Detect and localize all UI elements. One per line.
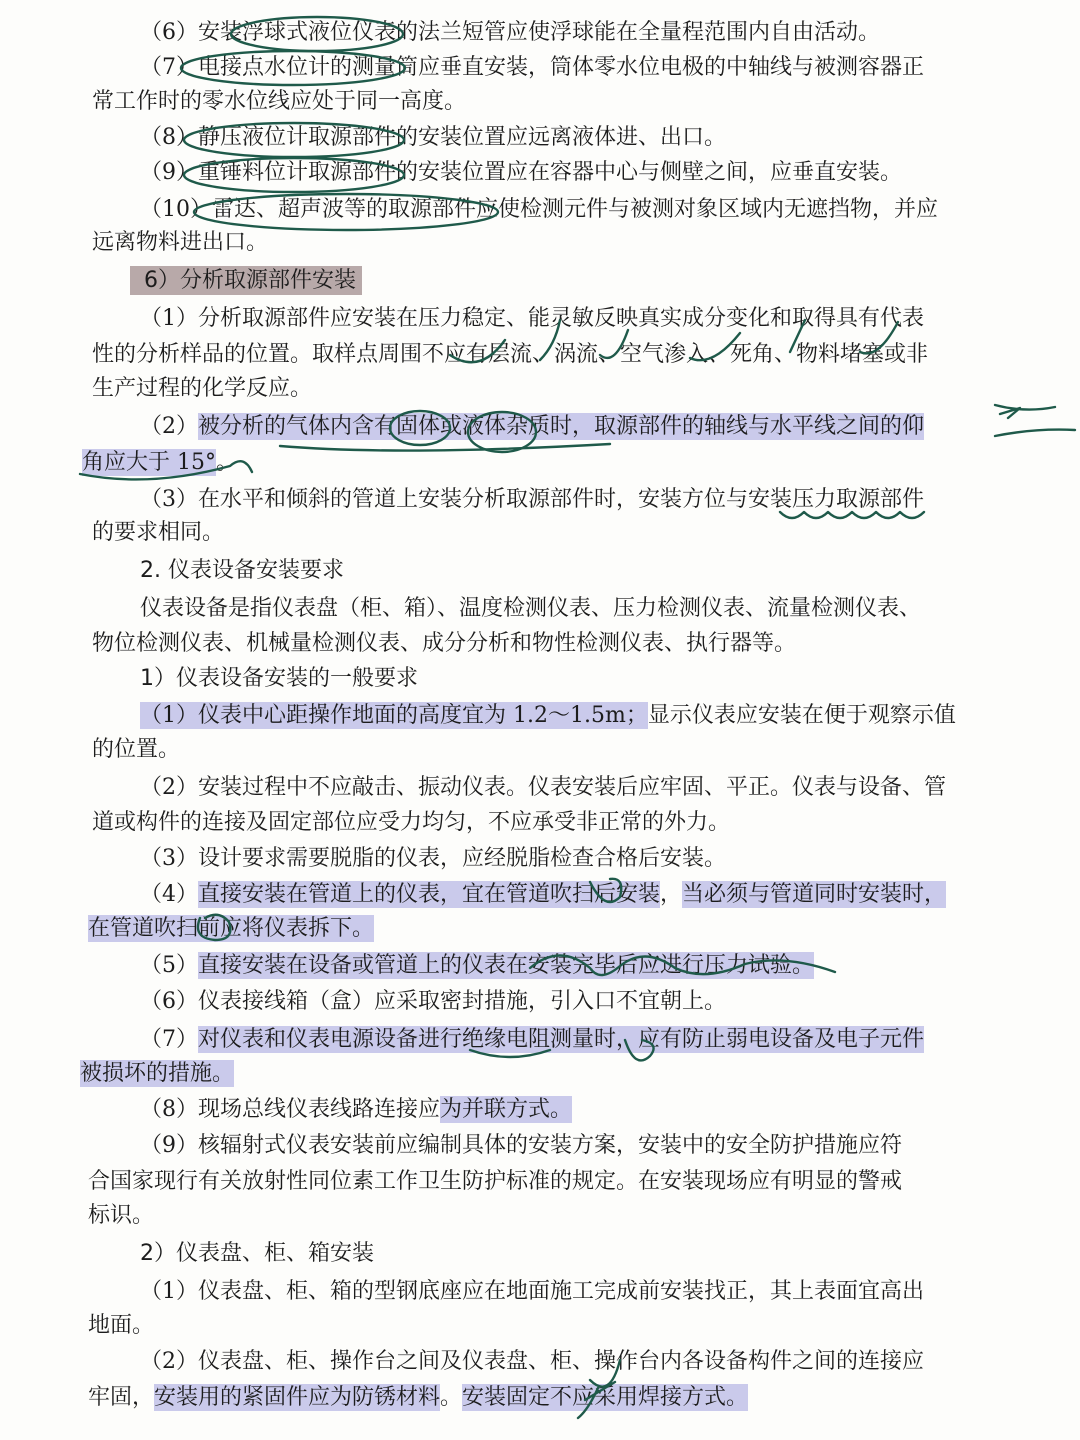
text-segment: （8）静压液位计取源部件的安装位置应远离液体进、出口。: [140, 125, 726, 150]
highlighted-text: 被损坏的措施。: [80, 1061, 235, 1086]
text-line: [88, 914, 374, 944]
text-segment: （7）: [140, 1027, 198, 1052]
text-line: [92, 87, 466, 117]
text-line: [140, 158, 902, 188]
highlighted-text: （1）仪表中心距操作地面的高度宜为 1.2～1.5m；: [140, 703, 648, 728]
text-segment: 地面。: [88, 1313, 155, 1338]
text-segment: （2）: [140, 414, 198, 439]
highlighted-text: 取源部件的轴线与水平线之间的仰: [594, 414, 925, 439]
subheading: 2）仪表盘、柜、箱安装: [140, 1241, 374, 1266]
text-line: [140, 880, 946, 910]
text-segment: （8）现场总线仪表线路连接应: [140, 1097, 440, 1122]
text-segment: 仪表设备是指仪表盘（柜、箱）、温度检测仪表、压力检测仪表、流量检测仪表、: [140, 596, 922, 621]
text-segment: （5）: [140, 953, 198, 978]
subheading: 2. 仪表设备安装要求: [140, 558, 344, 583]
text-line: [140, 951, 814, 981]
text-line: [92, 374, 312, 404]
text-line: [88, 1311, 154, 1341]
text-segment: 。: [440, 1385, 463, 1410]
highlighted-text: 角应大于 15°: [82, 450, 216, 475]
section-heading: 6）分析取源部件安装: [130, 266, 362, 295]
text-line: [140, 53, 924, 83]
text-line: [92, 735, 180, 765]
text-segment: （10）雷达、超声波等的取源部件应使检测元件与被测对象区域内无遮挡物，并应: [140, 197, 938, 222]
highlighted-text: 安装用的紧固件应为防锈材料: [154, 1385, 441, 1410]
highlighted-text: 直接安装在管道上的仪表，宜在管道吹扫后安装: [198, 882, 661, 907]
text-line: [140, 556, 344, 586]
text-segment: （9）重锤料位计取源部件的安装位置应在容器中心与侧壁之间，应垂直安装。: [140, 160, 902, 185]
text-segment: 物位检测仪表、机械量检测仪表、成分分析和物性检测仪表、执行器等。: [92, 631, 797, 656]
text-line: [92, 808, 730, 838]
text-line: [140, 1025, 924, 1055]
text-segment: 的位置。: [92, 737, 181, 762]
text-line: [140, 594, 921, 624]
highlighted-text: 直接安装在设备或管道上的仪表在安装完毕后应进行压力试验。: [198, 953, 815, 978]
text-line: [140, 773, 946, 803]
text-line: [140, 304, 924, 334]
text-line: [92, 340, 928, 370]
highlighted-text: 被分析的气体内含有固体或液体杂质时，: [198, 414, 595, 439]
text-line: [140, 701, 956, 731]
text-line: [140, 1277, 924, 1307]
text-segment: （4）: [140, 882, 198, 907]
highlighted-text: 为并联方式。: [440, 1097, 573, 1122]
text-segment: 远离物料进出口。: [92, 230, 269, 255]
text-segment: （1）仪表盘、柜、箱的型钢底座应在地面施工完成前安装找正，其上表面宜高出: [140, 1279, 924, 1304]
text-segment: 常工作时的零水位线应处于同一高度。: [92, 89, 467, 114]
text-line: [140, 844, 726, 874]
text-segment: （6）安装浮球式液位仪表的法兰短管应使浮球能在全量程范围内自由活动。: [140, 20, 880, 45]
text-line: [140, 1347, 924, 1377]
ink-arrow-margin: [995, 405, 1075, 436]
text-segment: （1）分析取源部件应安装在压力稳定、能灵敏反映真实成分变化和取得具有代表: [140, 306, 924, 331]
text-segment: 的要求相同。: [92, 520, 225, 545]
text-segment: （3）在水平和倾斜的管道上安装分析取源部件时，安装方位与安装压力取源部件: [140, 487, 924, 512]
text-line: [140, 412, 924, 442]
text-segment: （7）电接点水位计的测量筒应垂直安装，筒体零水位电极的中轴线与被测容器正: [140, 55, 924, 80]
text-line: [88, 1201, 154, 1231]
text-line: [140, 1239, 374, 1269]
text-line: [92, 629, 796, 659]
highlighted-text: 当必须与管道同时安装时，: [682, 882, 947, 907]
text-segment: 。: [216, 450, 239, 475]
text-line: [130, 266, 362, 296]
text-line: [80, 1059, 234, 1089]
highlighted-text: 安装固定不应采用焊接方式。: [462, 1385, 749, 1410]
text-line: [82, 448, 238, 478]
text-segment: 合国家现行有关放射性同位素工作卫生防护标准的规定。在安装现场应有明显的警戒: [88, 1169, 903, 1194]
text-line: [140, 18, 880, 48]
text-line: [88, 1167, 902, 1197]
text-line: [92, 228, 268, 258]
text-segment: 性的分析样品的位置。取样点周围不应有层流、涡流、空气渗入、死角、物料堵塞或非: [92, 342, 929, 367]
text-segment: （6）仪表接线箱（盒）应采取密封措施，引入口不宜朝上。: [140, 989, 726, 1014]
text-line: [140, 664, 418, 694]
text-segment: （9）核辐射式仪表安装前应编制具体的安装方案，安装中的安全防护措施应符: [140, 1133, 902, 1158]
text-segment: 牢固，: [88, 1385, 155, 1410]
text-segment: （3）设计要求需要脱脂的仪表，应经脱脂检查合格后安装。: [140, 846, 726, 871]
text-line: [140, 987, 726, 1017]
text-line: [140, 485, 924, 515]
text-line: [140, 123, 726, 153]
text-segment: 道或构件的连接及固定部位应受力均匀，不应承受非正常的外力。: [92, 810, 731, 835]
text-segment: 生产过程的化学反应。: [92, 376, 313, 401]
text-line: [140, 195, 938, 225]
highlighted-text: 对仪表和仪表电源设备进行绝缘电阻测量时，应有防止弱电设备及电子元件: [198, 1027, 925, 1052]
text-line: [140, 1131, 902, 1161]
text-segment: 显示仪表应安装在便于观察示值: [647, 703, 956, 728]
text-segment: ，: [660, 882, 683, 907]
subheading: 1）仪表设备安装的一般要求: [140, 666, 418, 691]
text-segment: 标识。: [88, 1203, 155, 1228]
text-segment: （2）安装过程中不应敲击、振动仪表。仪表安装后应牢固、平正。仪表与设备、管: [140, 775, 946, 800]
highlighted-text: 在管道吹扫前应将仪表拆下。: [88, 916, 375, 941]
text-segment: （2）仪表盘、柜、操作台之间及仪表盘、柜、操作台内各设备构件之间的连接应: [140, 1349, 924, 1374]
text-line: [92, 518, 224, 548]
text-line: [140, 1095, 572, 1125]
text-line: [88, 1383, 748, 1413]
